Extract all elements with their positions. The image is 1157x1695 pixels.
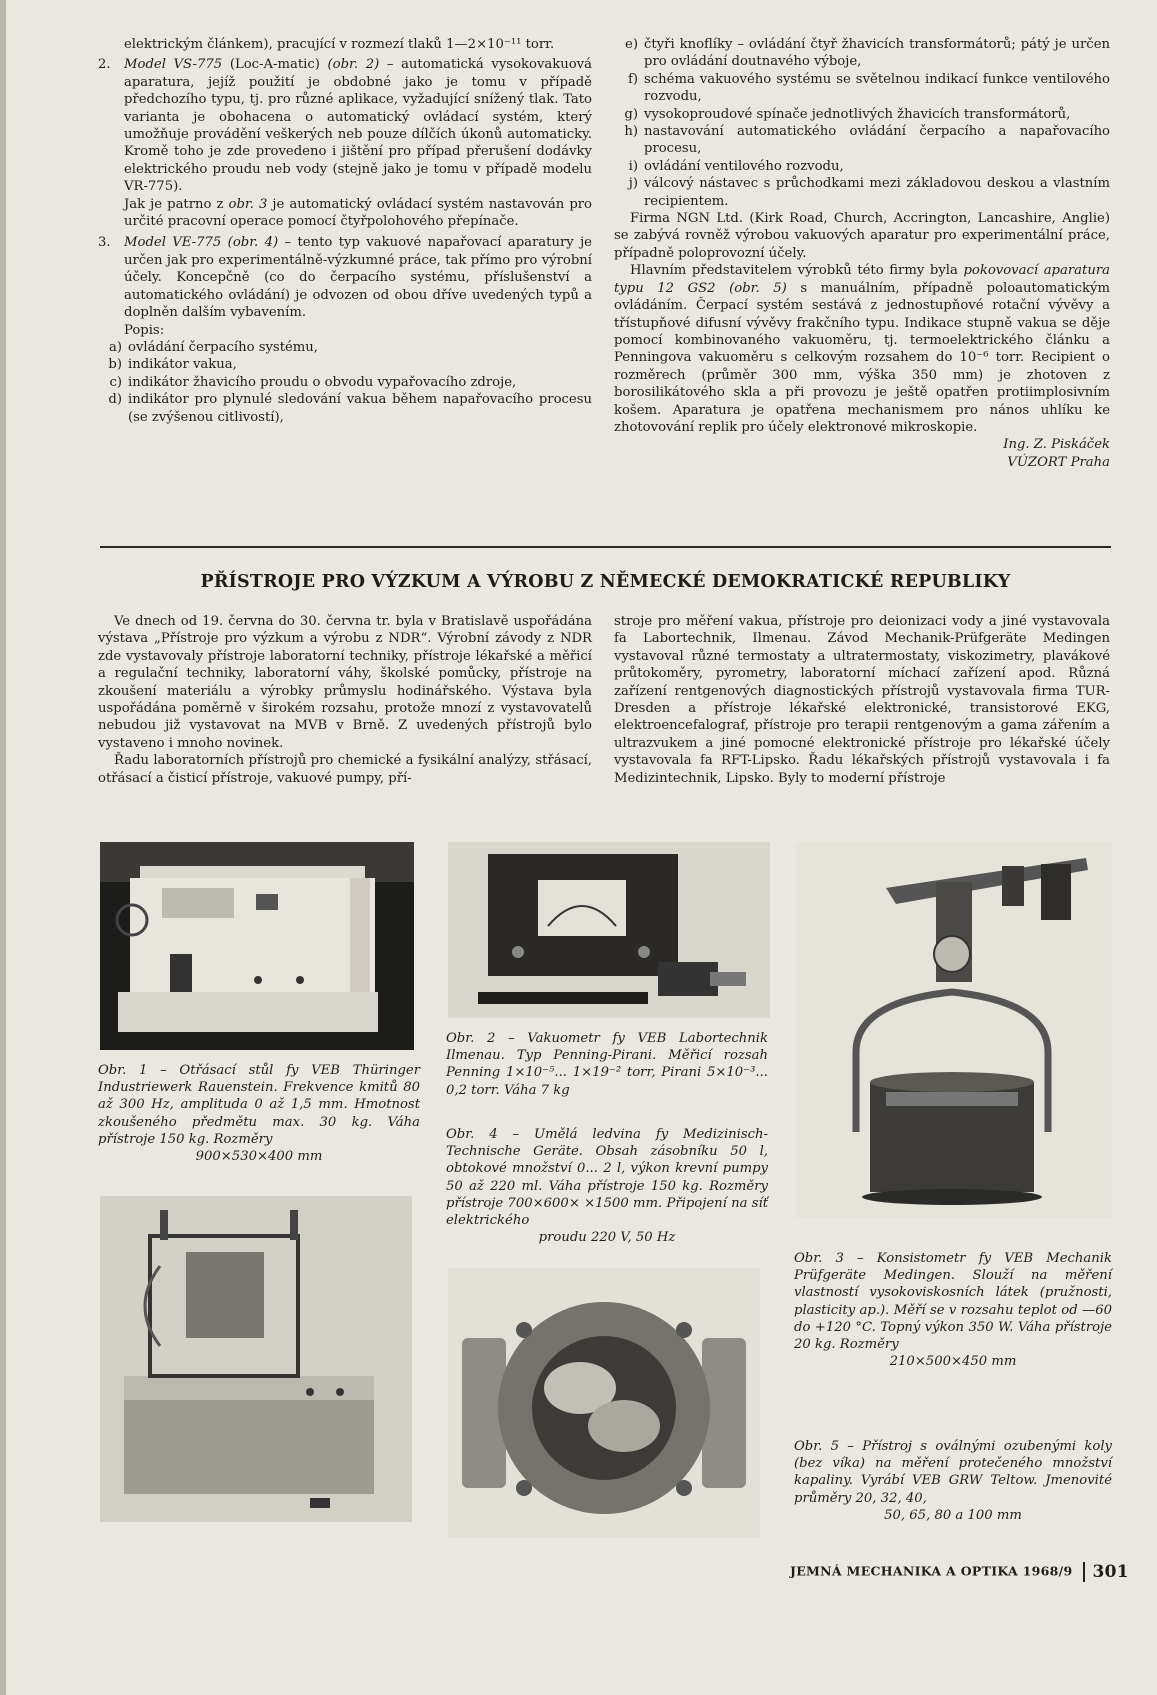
component-item: h) nastavování automatického ovládání čerpacího a napařovacího procesu, bbox=[624, 124, 1110, 157]
journal-name: JEMNÁ MECHANIKA A OPTIKA 1968/9 bbox=[790, 1563, 1073, 1579]
article-title: PŘÍSTROJE PRO VÝZKUM A VÝROBU Z NĚMECKÉ DEMOKRATICKÉ REPUBLIKY bbox=[200, 572, 1011, 592]
component-item: g) vysokoproudové spínače jednotlivých žhavicích transformátorů, bbox=[624, 106, 1071, 122]
figure-2-caption: Obr. 2 – Vakuometr fy VEB Labortechnik Ilmenau. Typ Penning-Pirani. Měřicí rozsah Penning 1×10⁻⁵... 1×19⁻² torr, Pirani 5×10⁻³... 0,2 torr. Váha 7 kg bbox=[446, 1031, 768, 1098]
component-item: i) ovládání ventilového rozvodu, bbox=[628, 158, 844, 174]
figure-5-caption: Obr. 5 – Přístroj s oválnými ozubenými koly (bez víka) na měření protečeného množství kapaliny. Vyrábí VEB GRW Teltow. Jmenovité průměry 20, 32, 40, 50, 65, 80 a 100 mm bbox=[794, 1439, 1112, 1523]
ngn-paragraph: Firma NGN Ltd. (Kirk Road, Church, Accrington, Lancashire, Anglie) se zabývá rovněž výrobou vakuových aparatur pro experimentální práce, případně poloprovozní účely. bbox=[614, 211, 1110, 261]
article-paragraph: Ve dnech od 19. června do 30. června tr. byla v Bratislavě uspořádána výstava „Přístroje pro výzkum a výrobu z NDR“. Výrobní závody z NDR zde vystavovaly přístroje laboratorní techniky, přístroje lékařské a měřicí a regulační techniky, laboratorní váhy, školské pomůcky, přístroje na zkoušení materiálu a výrobky průmyslu hodinářského. Výstava byla uspořádána poměrně v širokém rozsahu, protože mnozí z vystavovatelů nebudou již vystavovat na MVB v Brně. Z uvedených přístrojů bylo vystaveno i mnoho novinek. bbox=[98, 614, 592, 751]
figure-4-photo bbox=[100, 1196, 412, 1522]
top-left-column bbox=[98, 36, 592, 426]
component-item: e) čtyři knoflíky – ovládání čtyř žhavicích transformátorů; pátý je určen pro ovládání doutnavého výboje, bbox=[625, 37, 1110, 70]
figure-3-photo bbox=[796, 842, 1112, 1218]
article-left-column bbox=[98, 613, 592, 787]
figure-1-photo bbox=[100, 842, 414, 1050]
figure-1-caption: Obr. 1 – Otřásací stůl fy VEB Thüringer Industriewerk Rauenstein. Frekvence kmitů 80 až 300 Hz, amplituda 0 až 1,5 mm. Hmotnost zkoušeného předmětu max. 30 kg. Váha přístroje 150 kg. Rozměry 900×530×400 mm bbox=[98, 1063, 420, 1165]
page-edge-shadow bbox=[0, 0, 6, 1695]
popis-label: Popis: bbox=[124, 322, 165, 338]
page-number: 301 bbox=[1092, 1562, 1129, 1582]
vs775-note: Jak je patrno z obr. 3 je automatický ovládací systém nastavován pro určité pracovní operace pomocí čtyřpolohového přepínače. bbox=[124, 196, 593, 230]
author-name: Ing. Z. Piskáček bbox=[1003, 437, 1110, 453]
popis-item: c) indikátor žhavicího proudu o obvodu vypařovacího zdroje, bbox=[109, 374, 517, 390]
popis-item: a) ovládání čerpacího systému, bbox=[108, 339, 318, 355]
list-item-model-ve775: 3. Model VE-775 (obr. 4) – tento typ vakuové napařovací aparatury je určen jak pro experimentálně-výzkumné práce, tak přímo pro výrobní účely. Koncepčně (co do čerpacího systému, příslušenství a automatického ovládání) je odvozen od obou dříve uvedených typů a doplněn dalším vybavením. bbox=[98, 235, 592, 321]
popis-item: d) indikátor pro plynulé sledování vakua během napařovacího procesu (se zvýšenou citlivostí), bbox=[108, 392, 592, 425]
popis-list bbox=[98, 339, 592, 426]
component-item: f) schéma vakuového systému se světelnou indikací funkce ventilového rozvodu, bbox=[627, 71, 1110, 105]
figure-3-caption: Obr. 3 – Konsistometr fy VEB Mechanik Prüfgeräte Medingen. Slouží na měření vlastností vysokoviskosních látek (pružnosti, plasticity ap.). Měří se v rozsahu teplot od —60 do +120 °C. Topný výkon 350 W. Váha přístroje 20 kg. Rozměry 210×500×450 mm bbox=[794, 1251, 1112, 1370]
page-footer bbox=[790, 1562, 1129, 1582]
author-institution: VÚZORT Praha bbox=[1007, 454, 1110, 470]
intro-fragment: elektrickým článkem), pracující v rozmezí tlaků 1—2×10⁻¹¹ torr. bbox=[124, 37, 555, 52]
article-right-column bbox=[614, 613, 1110, 787]
list-item-model-vs775: 2. Model VS-775 (Loc-A-matic) (obr. 2) – automatická vysokovakuová aparatura, jejíž použití je obdobné jako je tomu v případě předchozího typu, tj. pro různé aplikace, vyžadující snížený tlak. Tato varianta je obohacena o automatický ovládací systém, který umožňuje provádění veškerých neb pouze dílčích úkonů automaticky. Kromě toho je zde provedeno i jištění pro případ přerušení dodávky elektrického proudu neb vody (stejně jako je tomu v případě modelu VR-775). bbox=[98, 57, 592, 195]
figure-2-photo bbox=[448, 842, 770, 1018]
figure-5-photo bbox=[448, 1268, 760, 1538]
top-right-column bbox=[614, 36, 1110, 471]
ngn-product-paragraph: Hlavním představitelem výrobků této firmy byla pokovovací aparatura typu 12 GS2 (obr. 5) s manuálním, případně poloautomatickým ovládáním. Čerpací systém sestává z jednostupňové rotační vývěvy a třístupňové difusní vývěvy frakčního typu. Indikace stupně vakua se děje pomocí kombinovaného vakuoměru, tj. termoelektrického článku a Penningova vakuoměru s celkovým rozsahem do 10⁻⁶ torr. Recipient o rozměrech (průměr 300 mm, výška 350 mm) je zhotoven z borosilikátového skla a při provozu je ještě opatřen protiimplosivním košem. Aparatura je opatřena mechanismem pro nános uhlíku ke zhotovování replik pro účely elektronové mikroskopie. bbox=[614, 263, 1110, 435]
popis-item: b) indikátor vakua, bbox=[108, 357, 237, 373]
footer-divider bbox=[1083, 1562, 1085, 1582]
section-divider bbox=[100, 546, 1111, 548]
component-list bbox=[614, 36, 1110, 210]
component-item: j) válcový nástavec s průchodkami mezi základovou deskou a vlastním recipientem. bbox=[628, 176, 1110, 209]
article-paragraph: Řadu laboratorních přístrojů pro chemické a fysikální analýzy, střásací, otřásací a čisticí přístroje, vakuové pumpy, pří- bbox=[98, 753, 592, 786]
figure-4-caption: Obr. 4 – Umělá ledvina fy Medizinisch-Technische Geräte. Obsah zásobníku 50 l, obtokové množství 0... 2 l, výkon krevní pumpy 50 až 220 ml. Váha přístroje 150 kg. Rozměry přístroje 700×600× ×1500 mm. Připojení na síť elektrického proudu 220 V, 50 Hz bbox=[446, 1127, 768, 1246]
article-paragraph: stroje pro měření vakua, přístroje pro deionizaci vody a jiné vystavovala fa Labortechnik, Ilmenau. Závod Mechanik-Prüfgeräte Medingen vystavoval různé termostaty a ultratermostaty, viskozimetry, plavákové průtokoměry, pyrometry, laboratorní míchací zařízení apod. Různá zařízení rentgenových diagnostických přístrojů vystavovala firma TUR-Dresden a přístroje lékařské elektronické, transistorové EKG, elektroencefalograf, přístroje pro terapii rentgenovým a gama zářením a ultrazvukem a jiné pomocné elektronické přístroje pro lékařské účely vystavovala fa RFT-Lipsko. Řadu lékařských přístrojů vystavovala i fa Medizintechnik, Lipsko. Byly to moderní přístroje bbox=[614, 614, 1110, 786]
